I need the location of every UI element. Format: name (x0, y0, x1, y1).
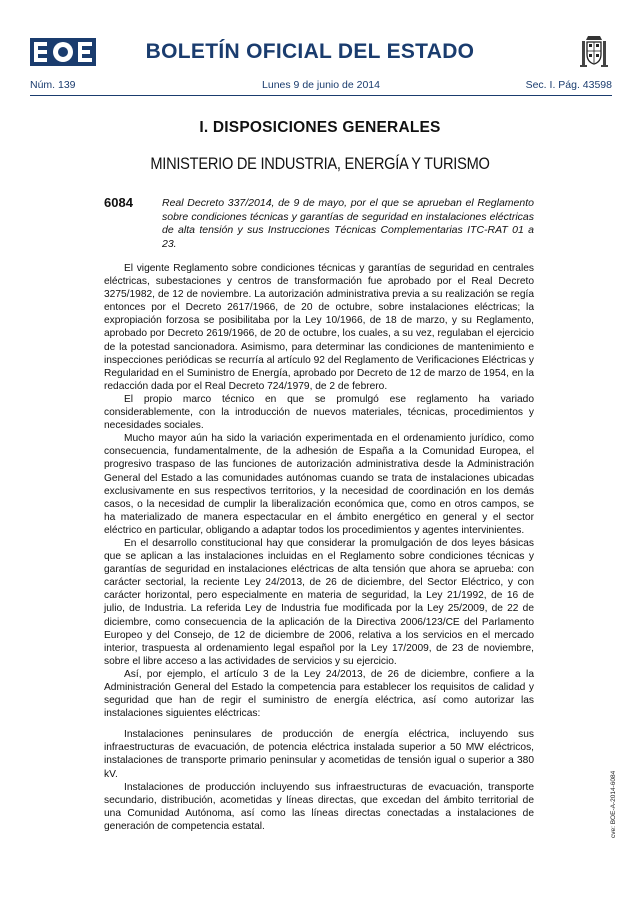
body-paragraph: Así, por ejemplo, el artículo 3 de la Ley 24/2013, de 26 de diciembre, confiere a la Administración General del Estado la competencia para establecer los requisitos de calidad y seguridad que han de regir el suministro de energía eléctrica, así como autorizar las instalaciones siguientes eléctricas: (104, 668, 534, 720)
body-paragraph: Mucho mayor aún ha sido la variación experimentada en el ordenamiento jurídico, como consecuencia, fundamentalmente, de la adhesión de España a la Comunidad Europea, el progresivo traspaso de las funciones de autorización administrativa desde la Administración General del Estado a las comunidades autónomas cuando se trata de instalaciones ubicadas exclusivamente en sus respectivos territorios, y la necesidad de coordinación en los demás casos, o la necesidad de cumplir la liberalización económica que, como en otros campos, se ha materializado de manera espectacular en el ámbito energético en general y el sector eléctrico en particular, obligando a adaptar todos los procedimientos y agentes intervinientes. (104, 433, 534, 536)
section-heading: I. DISPOSICIONES GENERALES (199, 119, 441, 136)
header-divider (30, 95, 612, 96)
body-paragraph: Instalaciones de producción incluyendo sus infraestructuras de evacuación, transporte secundario, distribución, acometidas y líneas directas, que excedan del ámbito territorial de una Comunidad Autónoma, así como las líneas directas conectadas a instalaciones de generación de competencia estatal. (104, 781, 534, 832)
boe-logo (30, 38, 96, 66)
ministry-heading: MINISTERIO DE INDUSTRIA, ENERGÍA Y TURISMO (150, 154, 490, 173)
gazette-title: BOLETÍN OFICIAL DEL ESTADO (145, 40, 475, 63)
body-paragraph: El vigente Reglamento sobre condiciones técnicas y garantías de seguridad en centrales eléctricas, subestaciones y centros de transformación fue aprobado por el Real Decreto 3275/1982, de 12 de noviembre. La autorización administrativa previa a su realización se regía entonces por el Decreto 2617/1966, de 20 de octubre, sobre instalaciones eléctricas; la expropiación forzosa se posibilitaba por la Ley 10/1966, de 18 de marzo, y su Reglamento, aprobado por Decreto 2619/1966, de 20 de octubre, los cuales, a su vez, regulaban el ejercicio de la potestad sancionadora. Asimismo, para determinar las condiciones de mantenimiento e inspecciones periódicas se recurría al artículo 92 del Reglamento de Verificaciones Eléctricas y Regularidad en el Suministro de Energía, aprobado por Decreto de 12 de marzo de 1954, en la redacción dada por el Real Decreto 724/1979, de 2 de febrero. (104, 263, 534, 392)
section-page: Sec. I. Pág. 43598 (525, 79, 612, 91)
coat-of-arms-icon (576, 33, 612, 69)
document-title: Real Decreto 337/2014, de 9 de mayo, por el que se aprueban el Reglamento sobre condiciones técnicas y garantías de seguridad en instalaciones eléctricas de alta tensión y sus Instrucciones Técnicas Complementarias ITC-RAT 01 a 23. (162, 197, 534, 250)
header-info-bar (30, 79, 612, 93)
body-paragraph: El propio marco técnico en que se promulgó ese reglamento ha variado considerablemente, con la introducción de nuevos materiales, técnicas, procedimientos y necesidades sociales. (104, 393, 534, 432)
body-paragraph: En el desarrollo constitucional hay que considerar la promulgación de dos leyes básicas que se aplican a las instalaciones incluidas en el Reglamento sobre condiciones técnicas y garantías de seguridad en instalaciones eléctricas de alta tensión que ahora se aprueba: con carácter sectorial, la reciente Ley 24/2013, de 26 de diciembre, del Sector Eléctrico, y con carácter horizontal, pero especialmente en materia de seguridad, la Ley 21/1992, de 16 de julio, de Industria. La referida Ley de Industria fue modificada por la Ley 25/2009, de 22 de diciembre, como consecuencia de la aplicación de la Directiva 2006/123/CE del Parlamento Europeo y del Consejo, de 12 de diciembre de 2006, relativa a los servicios en el mercado interior, traspuesta al ordenamiento legal español por la Ley 17/2009, de 23 de noviembre, sobre el libre acceso a las actividades de servicios y su ejercicio. (104, 537, 534, 667)
cve-identifier: cve: BOE-A-2014-6084 (610, 770, 617, 838)
body-paragraph: Instalaciones peninsulares de producción de energía eléctrica, incluyendo sus infraestructuras de evacuación, de potencia eléctrica instalada superior a 50 MW eléctricos, instalaciones de transporte primario peninsular y acometidas de tensión igual o superior a 380 kV. (104, 729, 534, 780)
document-number: 6084 (104, 195, 133, 210)
document-body (104, 262, 534, 833)
issue-date: Lunes 9 de junio de 2014 (262, 79, 380, 91)
issue-number: Núm. 139 (30, 79, 76, 91)
